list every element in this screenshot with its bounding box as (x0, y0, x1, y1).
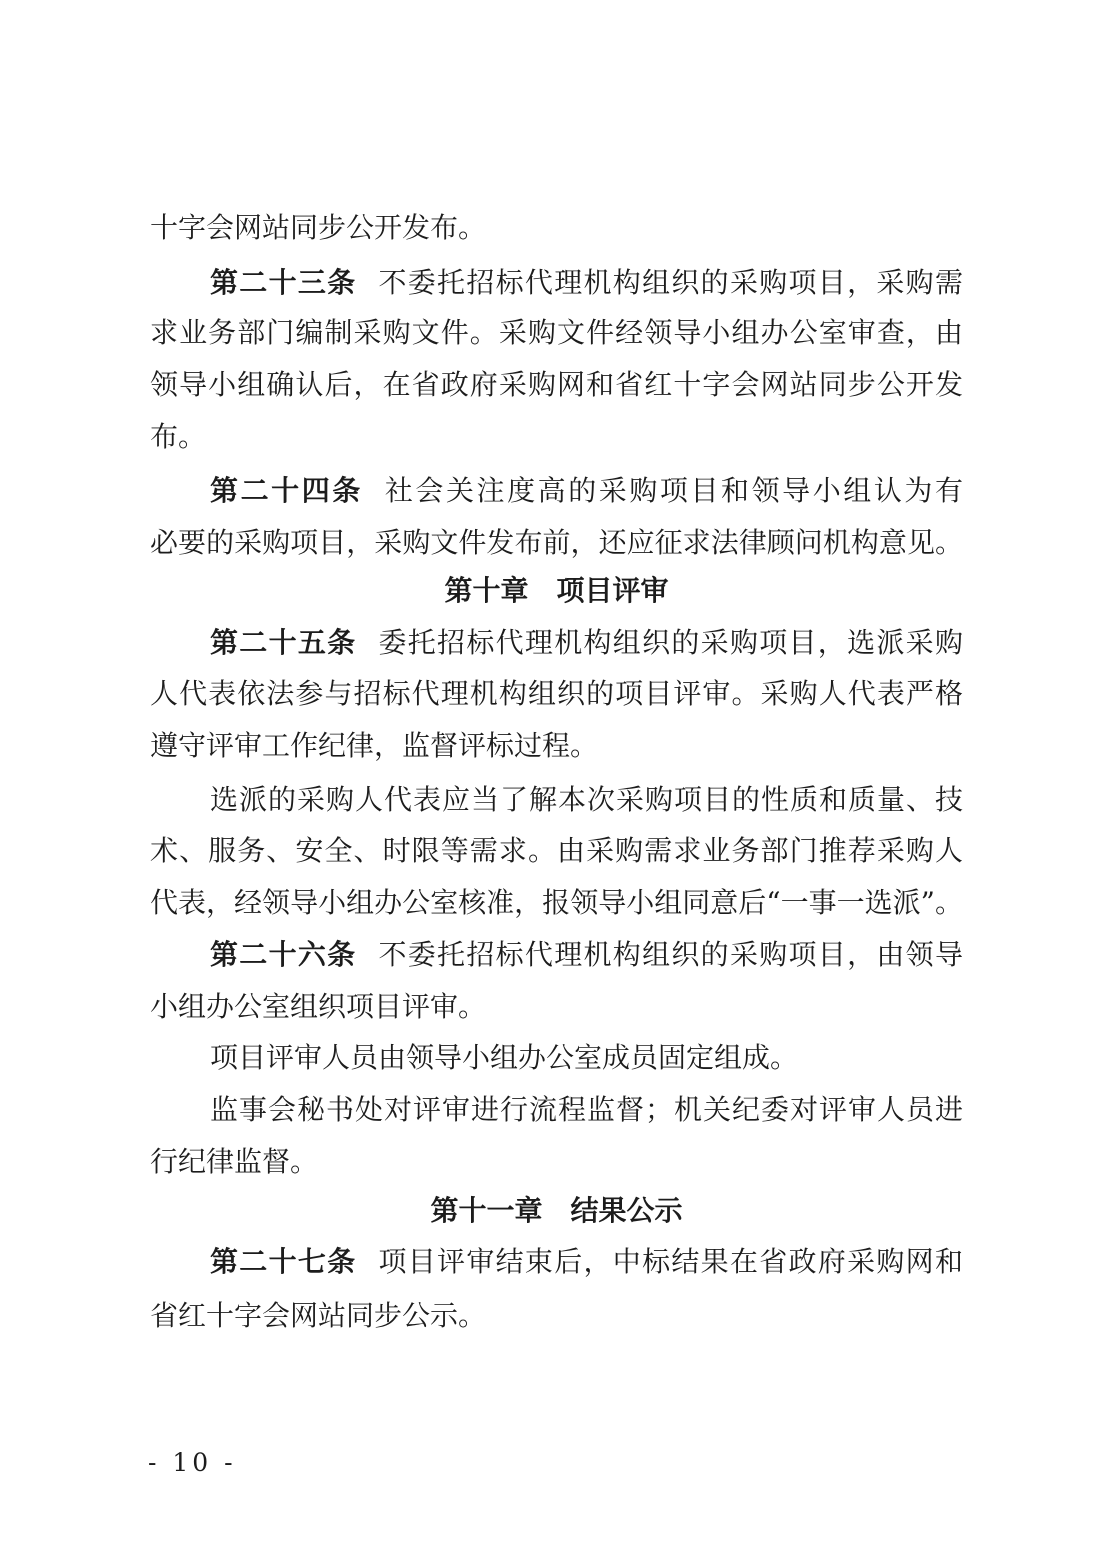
paragraph-line: 省红十字会网站同步公示。 (150, 1299, 487, 1332)
paragraph-line: 求业务部门编制采购文件。采购文件经领导小组办公室审查，由 (150, 316, 963, 349)
chapter-11-heading: 第十一章 结果公示 (430, 1194, 683, 1227)
article-25-first-line (210, 623, 963, 663)
article-27-first-line (210, 1242, 963, 1282)
page-number: - 10 - (148, 1448, 237, 1477)
article-24-text: 社会关注度高的采购项目和领导小组认为有 (384, 474, 963, 507)
article-25-text: 委托招标代理机构组织的采购项目，选派采购 (378, 626, 963, 659)
paragraph-line: 十字会网站同步公开发布。 (150, 211, 487, 244)
paragraph-line: 领导小组确认后，在省政府采购网和省红十字会网站同步公开发 (150, 368, 963, 401)
article-24-first-line (210, 471, 963, 511)
paragraph-first-line: 监事会秘书处对评审进行流程监督；机关纪委对评审人员进 (210, 1093, 963, 1126)
paragraph-line: 小组办公室组织项目评审。 (150, 990, 487, 1023)
paragraph-line: 人代表依法参与招标代理机构组织的项目评审。采购人代表严格 (150, 677, 963, 710)
article-26-label: 第二十六条 (210, 938, 357, 971)
paragraph-line: 术、服务、安全、时限等需求。由采购需求业务部门推荐采购人 (150, 834, 963, 867)
article-27-label: 第二十七条 (210, 1245, 357, 1278)
paragraph-line: 布。 (150, 420, 207, 453)
article-24-label: 第二十四条 (210, 474, 363, 507)
paragraph-first-line: 选派的采购人代表应当了解本次采购项目的性质和质量、技 (210, 783, 963, 816)
paragraph-line: 行纪律监督。 (150, 1145, 319, 1178)
article-23-label: 第二十三条 (210, 266, 357, 299)
paragraph-line: 遵守评审工作纪律，监督评标过程。 (150, 729, 599, 762)
paragraph-line: 必要的采购项目，采购文件发布前，还应征求法律顾问机构意见。 (150, 526, 963, 559)
article-23-first-line (210, 263, 963, 303)
article-26-first-line (210, 935, 963, 975)
article-27-text: 项目评审结束后，中标结果在省政府采购网和 (378, 1245, 963, 1278)
chapter-10-heading: 第十章 项目评审 (444, 574, 669, 607)
article-26-text: 不委托招标代理机构组织的采购项目，由领导 (378, 938, 963, 971)
article-25-label: 第二十五条 (210, 626, 357, 659)
paragraph-first-line: 项目评审人员由领导小组办公室成员固定组成。 (210, 1041, 799, 1074)
paragraph-line: 代表，经领导小组办公室核准，报领导小组同意后“一事一选派”。 (150, 886, 963, 919)
article-23-text: 不委托招标代理机构组织的采购项目，采购需 (378, 266, 963, 299)
